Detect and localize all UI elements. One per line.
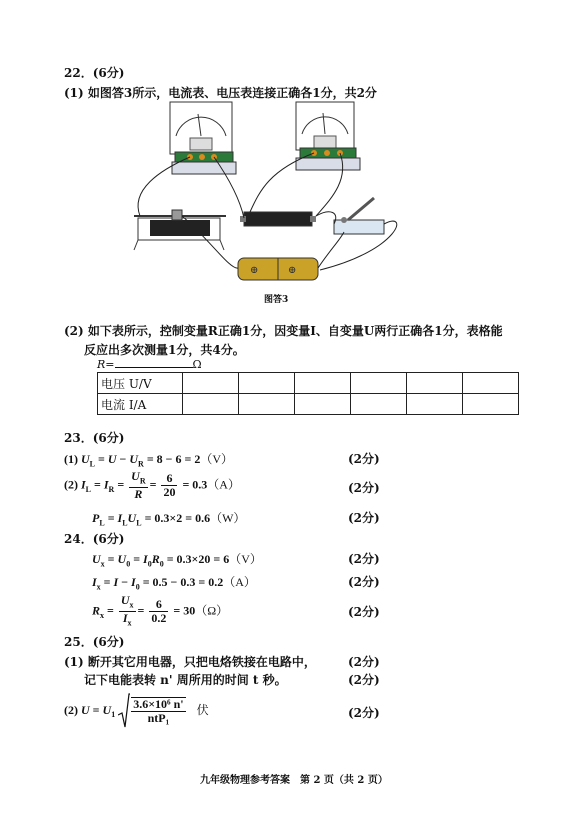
q25-points-3: (2分) [348, 706, 380, 720]
svg-text:⊕: ⊕ [288, 265, 297, 276]
r-unit: Ω [192, 358, 202, 371]
q25-line2: 记下电能表转 n' 周所用的时间 t 秒。 [84, 673, 287, 687]
r-label: R= [97, 358, 115, 371]
q25-header: 25．(6分) [64, 635, 125, 649]
measurement-table [97, 372, 519, 415]
r-label-line [97, 358, 202, 371]
ammeter-icon [170, 102, 236, 174]
switch-icon [334, 198, 384, 234]
q23-points-1: (2分) [348, 452, 380, 466]
table-row [98, 373, 519, 394]
q23-header: 23．(6分) [64, 431, 125, 445]
q22-part1: (1) 如图答3所示，电流表、电压表连接正确各1分，共2分 [64, 86, 377, 100]
q25-eq: (2) $U = U_1$ $\frac{\text{3.6×10⁶ n'}}{\text{ntP₁}}$ 伏 [64, 693, 209, 729]
q23-points-3: (2分) [348, 511, 380, 525]
svg-text:⊕: ⊕ [250, 265, 259, 276]
row-header-current: 电流 I/A [98, 394, 183, 415]
q22-header: 22．(6分) [64, 66, 125, 80]
table-row [98, 394, 519, 415]
figure-caption: 图答3 [264, 295, 289, 305]
q24-points-1: (2分) [348, 552, 380, 566]
q23-eq1: (1) $U_L = U - U_R = 8 - 6 = 2(V)$ [64, 452, 234, 469]
q24-eq2: $I_x = I - I_0 = 0.5 - 0.3 = 0.2(A)$ [92, 575, 256, 592]
q25-line1: (1) 断开其它用电器，只把电烙铁接在电路中， [64, 655, 316, 669]
q24-eq3: $R_x$ = $\frac{U_x}{I_x}$ = $\frac{6}{0.2}$ = 30（Ω） [92, 593, 229, 628]
row-header-voltage: 电压 U/V [98, 373, 183, 394]
q25-points-1: (2分) [348, 655, 380, 669]
q22-part2-line2: 反应出多次测量1分，共4分。 [84, 343, 245, 357]
sqrt-icon [118, 693, 130, 729]
q24-eq1: $U_x = U_0 = I_0R_0 = 0.3\times 20 = 6(V)$ [92, 552, 262, 569]
voltmeter-icon [296, 102, 360, 170]
q23-eq2: (2) $I_L = I_R$ = $\frac{U_R}{R}$ = $\frac{6}{20}$ = 0.3（A） [64, 469, 240, 502]
q24-points-3: (2分) [348, 605, 380, 619]
rheostat-icon [134, 210, 226, 250]
page-footer: 九年级物理参考答案 第 2 页（共 2 页） [200, 775, 388, 786]
q24-points-2: (2分) [348, 575, 380, 589]
battery-icon [238, 258, 318, 280]
q22-part2-line1: (2) 如下表所示，控制变量R正确1分，因变量I、自变量U两行正确各1分，表格能 [64, 324, 503, 338]
q25-points-2: (2分) [348, 673, 380, 687]
q24-header: 24．(6分) [64, 532, 125, 546]
resistor-icon [240, 212, 316, 226]
circuit-figure [120, 100, 420, 290]
q23-points-2: (2分) [348, 481, 380, 495]
q23-eq3: $P_L = I_LU_L = 0.3\times 2 = 0.6(W)$ [92, 511, 246, 528]
